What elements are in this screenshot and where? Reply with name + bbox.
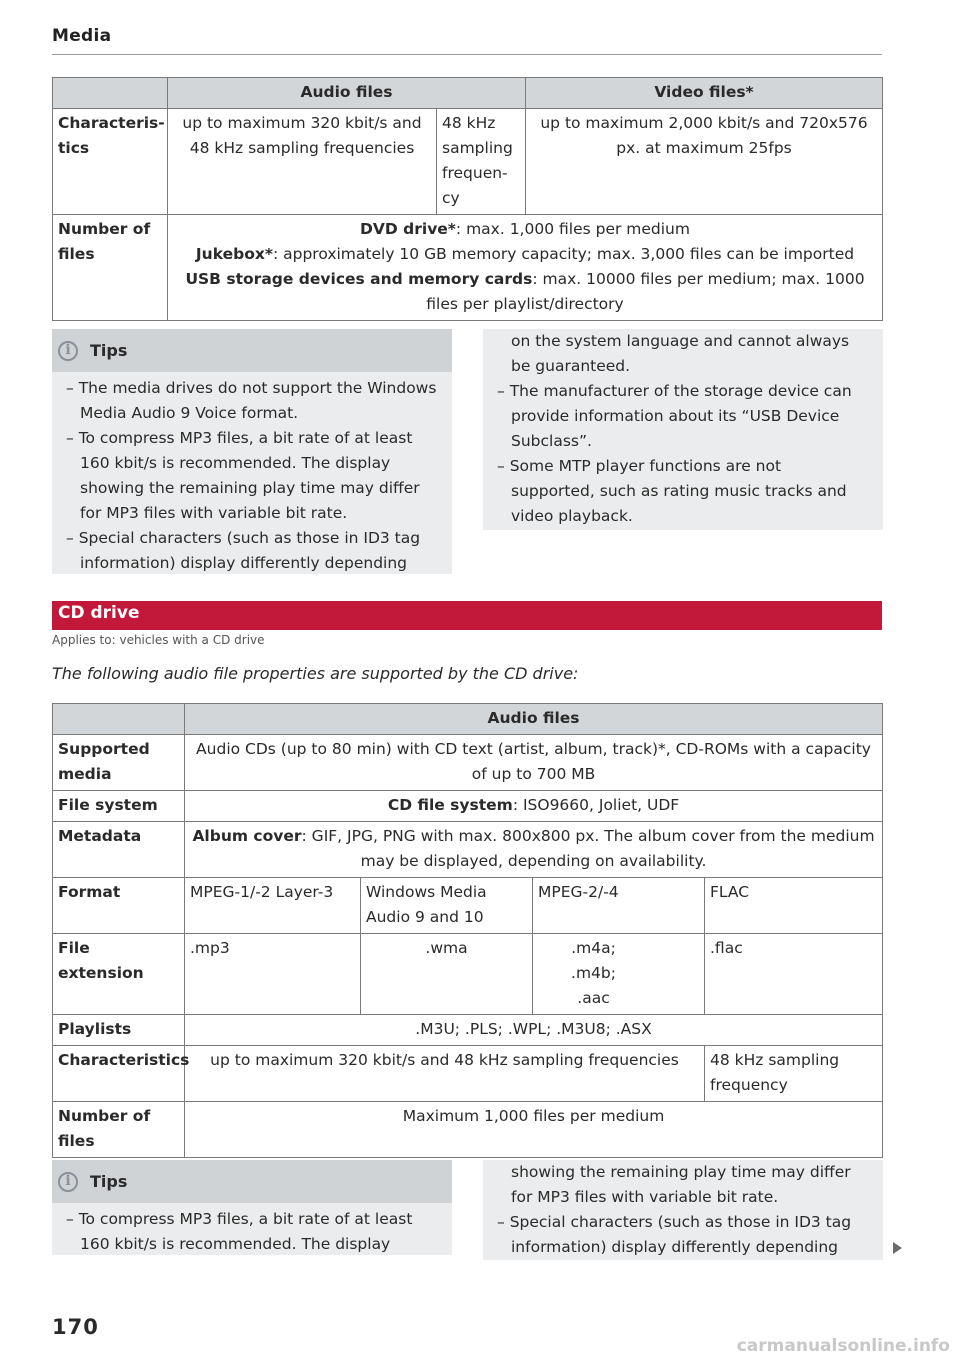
file-system-text: : ISO9660, Joliet, UDF — [512, 796, 680, 814]
row-label-supported-media: Supported media — [53, 735, 185, 791]
section-title: Media — [52, 26, 112, 46]
usb-text: : max. 10000 files per medium; max. 1000 files per playlist/directory — [426, 270, 865, 313]
page-number: 170 — [52, 1315, 99, 1339]
cell-ext-mp3: .mp3 — [185, 934, 361, 1015]
list-item: – Special characters (such as those in ID3 tag information) display differently depending — [483, 1210, 869, 1260]
cell-characteristics: up to maximum 320 kbit/s and 48 kHz sampling frequencies — [185, 1046, 705, 1102]
tips-header-1 — [52, 329, 452, 372]
applies-to: Applies to: vehicles with a CD drive — [52, 633, 265, 647]
row-label-characteristics: Characteristics — [53, 1046, 185, 1102]
list-item: – Some MTP player functions are not supported, such as rating music tracks and video playback. — [483, 454, 869, 529]
row-label-file-extension: File extension — [53, 934, 185, 1015]
table-row — [53, 1046, 883, 1102]
media-files-table — [52, 77, 883, 321]
tips-continuation-2: showing the remaining play time may differ for MP3 files with variable bit rate. — [511, 1163, 851, 1206]
tips-box-1-continued — [483, 329, 883, 530]
cell-format-mp3: MPEG-1/-2 Layer-3 — [185, 878, 361, 934]
row-label-number-of-files: Number of files — [53, 1102, 185, 1158]
watermark: carmanualsonline.info — [736, 1336, 950, 1356]
cell-audio-characteristics: up to maximum 320 kbit/s and 48 kHz sampling frequencies — [168, 109, 437, 215]
tips-continuation-1: on the system language and cannot always be guaranteed. — [511, 332, 850, 375]
cd-audio-table — [52, 703, 883, 1158]
info-icon: i — [58, 341, 78, 361]
header-blank — [53, 78, 168, 109]
table-row — [53, 215, 883, 321]
dvd-label: DVD drive* — [360, 220, 456, 238]
file-system-label: CD file system — [387, 796, 513, 814]
table-header-row — [53, 704, 883, 735]
row-label-format: Format — [53, 878, 185, 934]
album-cover-text: : GIF, JPG, PNG with max. 800x800 px. The album cover from the medium may be displayed, depending on availability. — [301, 827, 875, 870]
table-row — [53, 934, 883, 1015]
jukebox-line — [173, 242, 877, 267]
tips-list-1 — [52, 372, 452, 576]
table-header-row — [53, 78, 883, 109]
tips-list-2b — [483, 1210, 883, 1260]
tips-list-1b — [483, 379, 883, 529]
cell-number-of-files: Maximum 1,000 files per medium — [185, 1102, 883, 1158]
table-row — [53, 1102, 883, 1158]
cell-supported-media: Audio CDs (up to 80 min) with CD text (artist, album, track)*, CD-ROMs with a capacity of up to 700 MB — [185, 735, 883, 791]
table-row — [53, 822, 883, 878]
cell-format-wma: Windows Media Audio 9 and 10 — [361, 878, 533, 934]
table-row — [53, 1015, 883, 1046]
cd-intro: The following audio file properties are supported by the CD drive: — [52, 664, 579, 683]
jukebox-label: Jukebox* — [195, 245, 273, 263]
cell-format-flac: FLAC — [705, 878, 883, 934]
jukebox-text: : approximately 10 GB memory capacity; max. 3,000 files can be imported — [272, 245, 855, 263]
tips-box-2-continued — [483, 1160, 883, 1260]
cell-characteristics-flac: 48 kHz sampling frequency — [705, 1046, 883, 1102]
tips-box-1 — [52, 329, 452, 574]
list-item: – Special characters (such as those in ID3 tag information) display differently depending — [52, 526, 440, 576]
list-item: – The media drives do not support the Windows Media Audio 9 Voice format. — [52, 376, 440, 426]
list-item: – To compress MP3 files, a bit rate of at least 160 kbit/s is recommended. The display showing the remaining play time may differ for MP3 files with variable bit rate. — [52, 426, 440, 526]
info-icon: i — [58, 1172, 78, 1192]
tips-header-2 — [52, 1160, 452, 1203]
row-label-playlists: Playlists — [53, 1015, 185, 1046]
cell-video-characteristics: up to maximum 2,000 kbit/s and 720x576 px. at maximum 25fps — [526, 109, 883, 215]
cell-format-aac: MPEG-2/-4 — [533, 878, 705, 934]
usb-line — [173, 267, 877, 317]
cd-drive-heading-bar — [52, 601, 882, 630]
list-item: – The manufacturer of the storage device can provide information about its “USB Device Subclass”. — [483, 379, 869, 454]
header-audio-files: Audio files — [185, 704, 883, 735]
cell-number-of-files — [168, 215, 883, 321]
cell-playlists: .M3U; .PLS; .WPL; .M3U8; .ASX — [185, 1015, 883, 1046]
cell-ext-wma: .wma — [361, 934, 533, 1015]
continue-arrow-icon — [893, 1242, 902, 1254]
tips-title-2: Tips — [90, 1172, 128, 1191]
usb-label: USB storage devices and memory cards — [185, 270, 533, 288]
list-item: – To compress MP3 files, a bit rate of at least 160 kbit/s is recommended. The display — [52, 1207, 440, 1257]
cell-ext-aac: .m4a; .m4b; .aac — [533, 934, 705, 1015]
dvd-text: : max. 1,000 files per medium — [455, 220, 690, 238]
tips-box-2 — [52, 1160, 452, 1255]
header-video-files: Video files* — [526, 78, 883, 109]
tips-list-2 — [52, 1203, 452, 1257]
table-row — [53, 735, 883, 791]
row-label-characteristics: Characteris-tics — [53, 109, 168, 215]
table-row — [53, 109, 883, 215]
cell-metadata — [185, 822, 883, 878]
header-rule — [52, 54, 882, 55]
cell-ext-flac: .flac — [705, 934, 883, 1015]
cd-drive-title: CD drive — [58, 603, 140, 623]
tips-title-1: Tips — [90, 341, 128, 360]
row-label-metadata: Metadata — [53, 822, 185, 878]
header-audio-files: Audio files — [168, 78, 526, 109]
dvd-line — [173, 217, 877, 242]
row-label-number-of-files: Number of files — [53, 215, 168, 321]
table-row — [53, 791, 883, 822]
table-row — [53, 878, 883, 934]
cell-audio-sampling: 48 kHz sampling frequen-cy — [437, 109, 526, 215]
header-blank — [53, 704, 185, 735]
row-label-file-system: File system — [53, 791, 185, 822]
cell-file-system — [185, 791, 883, 822]
album-cover-label: Album cover — [192, 827, 302, 845]
